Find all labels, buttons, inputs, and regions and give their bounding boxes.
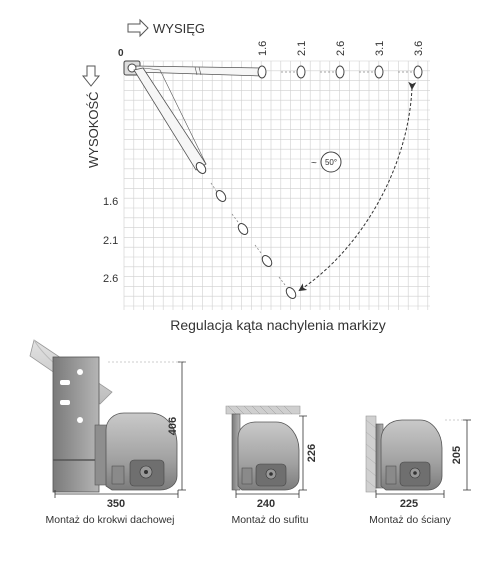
tilted-profile-icon: [194, 161, 297, 300]
y-tick-label: 2.6: [103, 273, 119, 285]
grid: [124, 61, 430, 310]
x-tick-label: 3.6: [413, 40, 425, 56]
x-tick-label: 2.1: [296, 40, 308, 56]
mount-caption: Montaż do ściany: [369, 514, 451, 526]
angle-label: 50°: [324, 158, 338, 167]
y-tick-label: 1.6: [103, 196, 119, 208]
mount-width-label: 240: [256, 498, 276, 510]
mount-rafter-illustration: [30, 340, 186, 526]
mount-wall-illustration: [366, 416, 471, 526]
wall: [366, 416, 376, 492]
angle-arc: [300, 88, 412, 290]
mount-caption: Montaż do sufitu: [231, 514, 309, 526]
x-axis-label: WYSIĘG: [153, 21, 206, 36]
origin-label: 0: [118, 48, 124, 59]
horizontal-arm: [136, 66, 262, 76]
y-axis-label: WYSOKOŚĆ: [86, 91, 101, 168]
mount-height-label: 406: [167, 416, 179, 436]
mount-height-label: 205: [451, 445, 463, 465]
y-tick-label: 2.1: [103, 235, 119, 247]
x-tick-label: 2.6: [335, 40, 347, 56]
front-profile-icon: [258, 66, 422, 78]
mount-width-label: 350: [106, 498, 126, 510]
mount-ceiling-illustration: [226, 406, 318, 526]
diagram-caption: Regulacja kąta nachylenia markizy: [170, 317, 386, 333]
x-tick-label: 3.1: [374, 40, 386, 56]
y-axis-arrow-icon: [83, 66, 99, 86]
x-tick-label: 1.6: [257, 40, 269, 56]
mount-height-label: 226: [306, 443, 318, 463]
projection-diagram: [83, 20, 430, 333]
approx-symbol: ~: [311, 158, 317, 169]
mount-width-label: 225: [399, 498, 419, 510]
tilted-arm: [134, 68, 206, 170]
x-axis-arrow-icon: [128, 20, 148, 36]
rafter-bracket: [53, 357, 99, 492]
mount-caption: Montaż do krokwi dachowej: [45, 514, 175, 526]
